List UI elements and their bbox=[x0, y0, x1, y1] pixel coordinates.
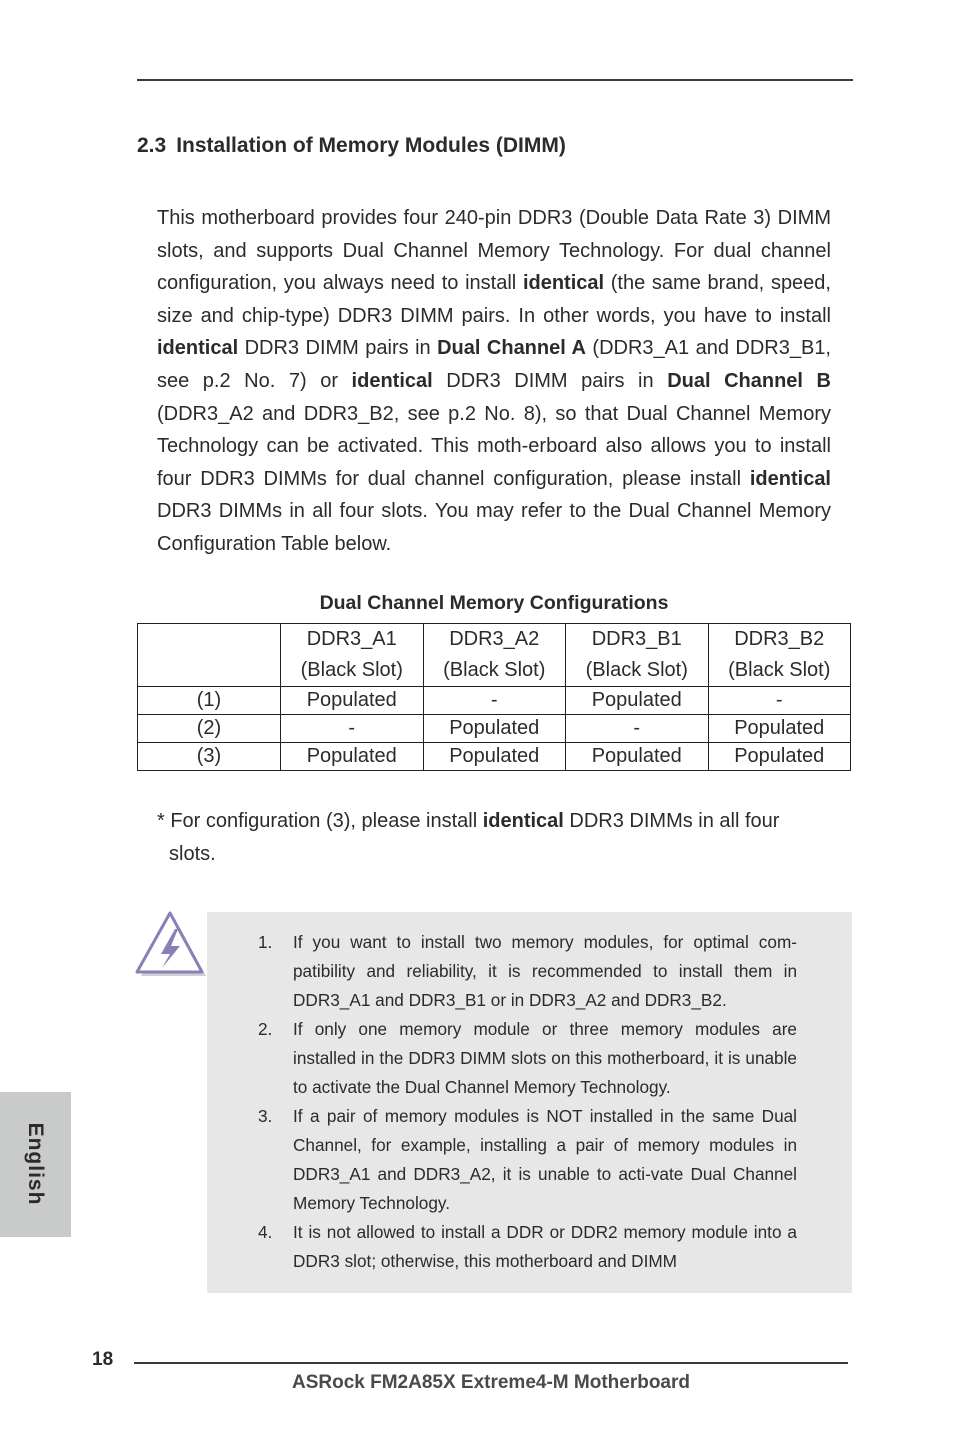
table-cell: - bbox=[281, 715, 424, 743]
page-number: 18 bbox=[92, 1349, 114, 1370]
config-note bbox=[157, 805, 831, 870]
bottom-rule bbox=[134, 1362, 848, 1364]
intro-text: DDR3 DIMMs in all four slots. You may refer to the Dual Channel Memory Configuration Table below. bbox=[157, 500, 831, 555]
table-cell: Populated bbox=[423, 743, 566, 771]
language-tab-label: English bbox=[24, 1122, 47, 1206]
list-item bbox=[258, 928, 797, 1015]
table-cell: Populated bbox=[566, 743, 709, 771]
footer-title: ASRock FM2A85X Extreme4-M Motherboard bbox=[291, 1372, 691, 1393]
intro-text: DDR3 DIMM pairs in bbox=[432, 369, 668, 392]
intro-paragraph bbox=[157, 202, 831, 561]
list-number: 1. bbox=[258, 932, 273, 952]
note-text: * For configuration (3), please install bbox=[157, 810, 483, 832]
table-cell: (2) bbox=[138, 715, 281, 743]
section-title bbox=[137, 134, 566, 158]
intro-bold: Dual Channel A bbox=[437, 337, 586, 360]
slot-name: DDR3_B1 bbox=[591, 628, 682, 650]
table-cell: Populated bbox=[708, 715, 851, 743]
list-text: If you want to install two memory modules, for optimal com-patibility and reliability, it is recommended to install them in DDR3_A1 and DDR3_B1 or in DDR3_A2 and DDR3_B2. bbox=[293, 932, 797, 1010]
intro-text: DDR3 DIMM pairs in bbox=[238, 337, 438, 360]
table-caption: Dual Channel Memory Configurations bbox=[319, 592, 669, 614]
table-header-cell bbox=[566, 624, 709, 687]
table-header-cell bbox=[281, 624, 424, 687]
section-title-text: Installation of Memory Modules (DIMM) bbox=[176, 134, 566, 157]
memory-config-table bbox=[137, 623, 851, 771]
slot-name: DDR3_B2 bbox=[734, 628, 825, 650]
slot-color: (Black Slot) bbox=[585, 659, 688, 681]
list-text: If only one memory module or three memory modules are installed in the DDR3 DIMM slots on this motherboard, it is unable to activate the Dual Channel Memory Technology. bbox=[293, 1019, 797, 1097]
caution-list bbox=[258, 928, 797, 1276]
table-cell: Populated bbox=[281, 743, 424, 771]
table-cell: Populated bbox=[281, 687, 424, 715]
list-item bbox=[258, 1015, 797, 1102]
list-number: 3. bbox=[258, 1106, 273, 1126]
intro-bold: identical bbox=[749, 467, 831, 490]
table-cell: (1) bbox=[138, 687, 281, 715]
table-cell: Populated bbox=[708, 743, 851, 771]
table-row bbox=[138, 687, 851, 715]
list-item bbox=[258, 1218, 797, 1276]
table-header-row bbox=[138, 624, 851, 687]
table-row bbox=[138, 743, 851, 771]
table-cell: (3) bbox=[138, 743, 281, 771]
table-header-cell bbox=[708, 624, 851, 687]
slot-color: (Black Slot) bbox=[728, 659, 831, 681]
intro-text: (DDR3_A2 and DDR3_B2, see p.2 No. 8), so that Dual Channel Memory Technology can be activated. This moth-erboard also allows you to install four DDR3 DIMMs for dual channel configuration, please install bbox=[157, 402, 831, 490]
slot-name: DDR3_A1 bbox=[306, 628, 397, 650]
note-text: DDR3 DIMMs in all four bbox=[563, 810, 780, 832]
top-rule bbox=[137, 79, 853, 81]
section-number: 2.3 bbox=[137, 134, 167, 157]
note-continuation: slots. bbox=[169, 842, 216, 865]
table-header-cell bbox=[423, 624, 566, 687]
table-cell: - bbox=[708, 687, 851, 715]
intro-bold: Dual Channel B bbox=[667, 369, 831, 392]
intro-text: This motherboard provides four 240-pin DDR3 (Double Data Rate 3) DIMM slots, and supports Dual Channel Memory Technology. For dual channel configuration, you always need to install bbox=[157, 207, 831, 295]
slot-name: DDR3_A2 bbox=[449, 628, 540, 650]
list-item bbox=[258, 1102, 797, 1218]
list-number: 2. bbox=[258, 1019, 273, 1039]
lightning-warning-icon bbox=[135, 910, 209, 982]
intro-text: (DDR3_A1 and DDR3_B1, see p.2 No. 7) or bbox=[157, 337, 831, 392]
caution-box bbox=[207, 912, 852, 1293]
language-tab bbox=[0, 1092, 71, 1237]
note-bold: identical bbox=[482, 810, 564, 832]
table-cell: - bbox=[423, 687, 566, 715]
intro-text: (the same brand, speed, size and chip-type) DDR3 DIMM pairs. In other words, you have to install bbox=[157, 272, 831, 327]
list-text: If a pair of memory modules is NOT installed in the same Dual Channel, for example, installing a pair of memory modules in DDR3_A1 and DDR3_A2, it is unable to acti-vate Dual Channel Memory Technology. bbox=[293, 1106, 797, 1213]
list-text: It is not allowed to install a DDR or DDR2 memory module into a DDR3 slot; otherwise, this motherboard and DIMM bbox=[293, 1222, 797, 1271]
intro-bold: identical bbox=[522, 272, 605, 295]
slot-color: (Black Slot) bbox=[443, 659, 546, 681]
table-header-blank bbox=[138, 624, 281, 687]
intro-bold: identical bbox=[351, 369, 433, 392]
list-number: 4. bbox=[258, 1222, 273, 1242]
table-cell: - bbox=[566, 715, 709, 743]
table-cell: Populated bbox=[566, 687, 709, 715]
slot-color: (Black Slot) bbox=[300, 659, 403, 681]
table-cell: Populated bbox=[423, 715, 566, 743]
intro-bold: identical bbox=[157, 337, 239, 360]
table-row bbox=[138, 715, 851, 743]
